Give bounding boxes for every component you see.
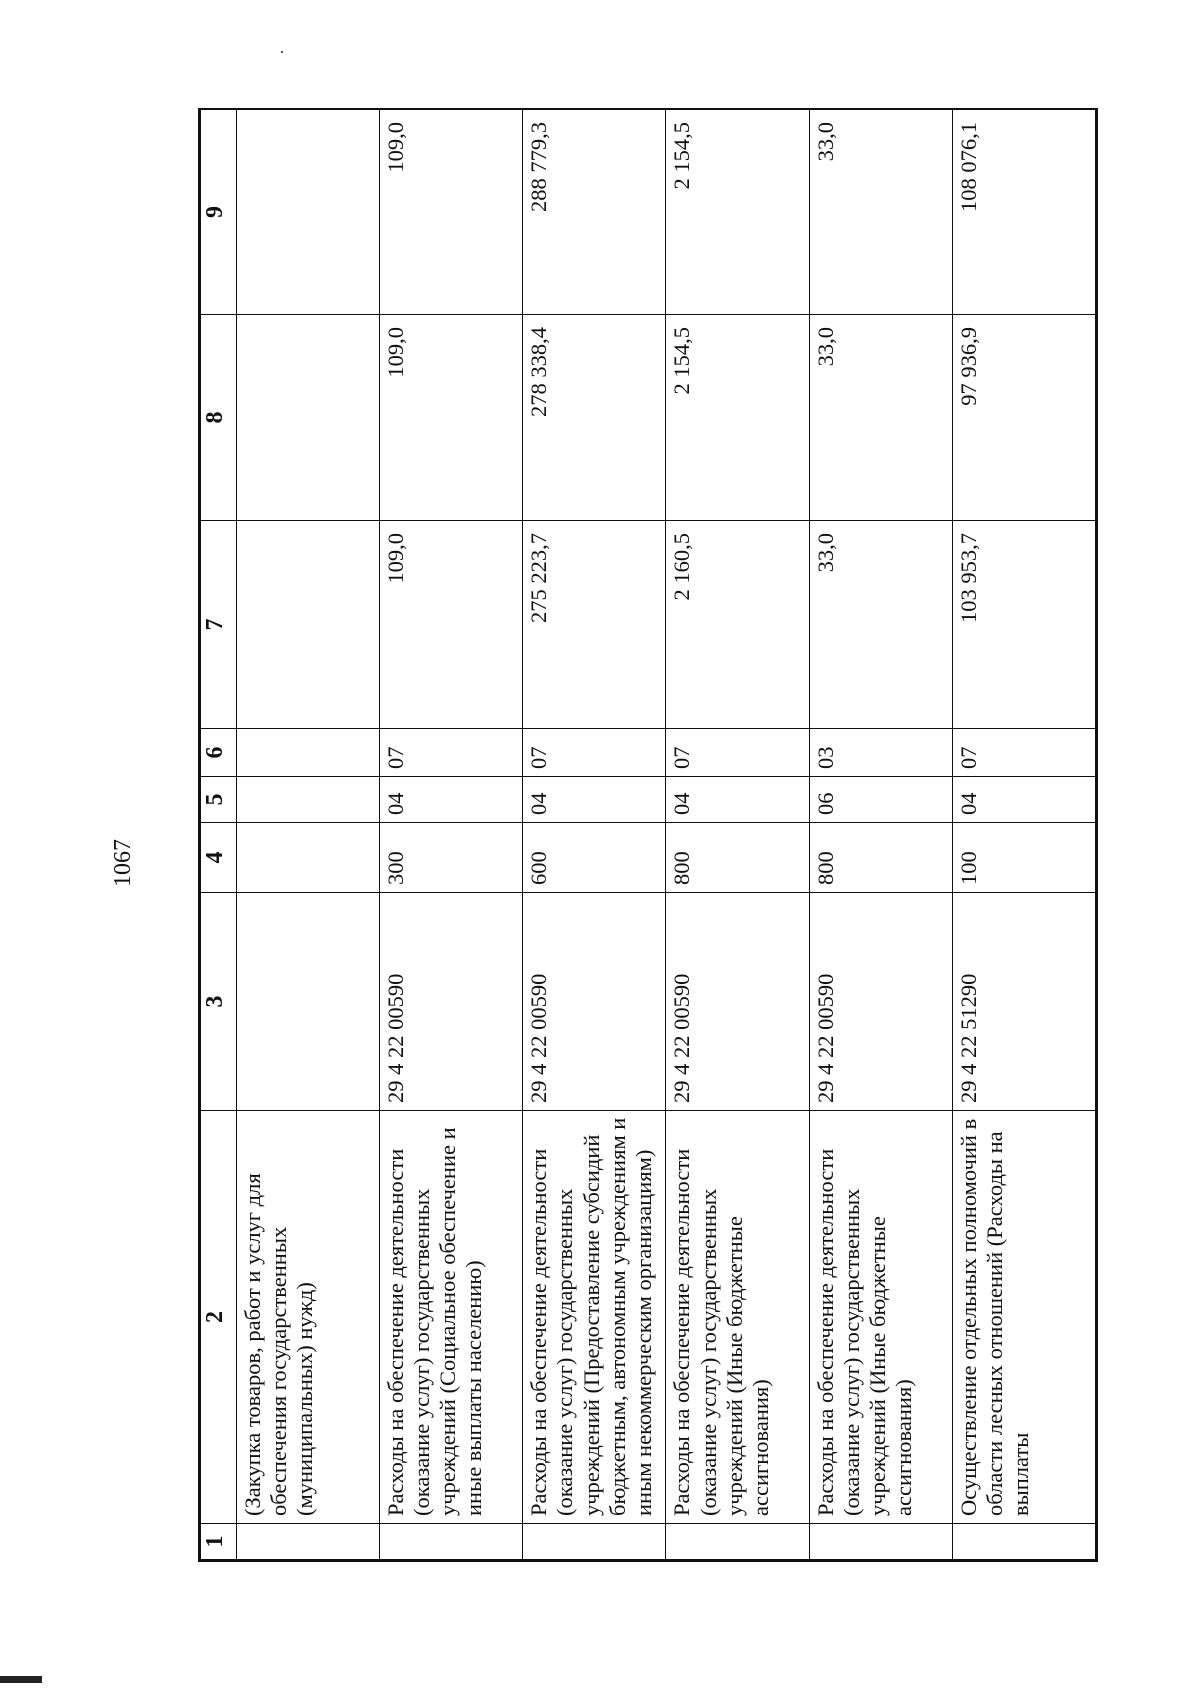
column-header: 1 — [201, 1524, 237, 1560]
budget-table-frame — [198, 108, 1098, 1562]
table-cell-name: (Закупка товаров, работ и услуг для обеспечения государственных (муниципальных) нужд) — [237, 1111, 380, 1524]
table-cell-expense-type: 800 — [666, 823, 809, 893]
table-cell-amount: 109,0 — [380, 110, 523, 315]
column-header: 2 — [201, 1111, 237, 1524]
table-cell-amount — [237, 521, 380, 729]
table-cell-amount: 108 076,1 — [952, 110, 1095, 315]
table-cell-amount: 275 223,7 — [523, 521, 666, 729]
table-cell-amount: 33,0 — [809, 521, 952, 729]
table-cell-code: 29 4 22 00590 — [666, 893, 809, 1111]
table-cell-amount: 33,0 — [809, 315, 952, 521]
table-cell-amount: 2 160,5 — [666, 521, 809, 729]
table-cell-section: 06 — [809, 777, 952, 823]
table-cell-index — [666, 1524, 809, 1560]
table-cell-amount — [237, 110, 380, 315]
column-header: 3 — [201, 893, 237, 1111]
column-header: 9 — [201, 110, 237, 315]
table-cell-amount: 278 338,4 — [523, 315, 666, 521]
table-cell-subsection — [237, 729, 380, 777]
column-header: 7 — [201, 521, 237, 729]
table-cell-index — [380, 1524, 523, 1560]
table-cell-amount: 2 154,5 — [666, 110, 809, 315]
table-cell-index — [809, 1524, 952, 1560]
table-cell-expense-type: 100 — [952, 823, 1095, 893]
table-cell-expense-type — [237, 823, 380, 893]
page-number: 1067 — [110, 839, 136, 887]
budget-table — [200, 109, 1096, 1560]
table-cell-section: 04 — [952, 777, 1095, 823]
table-cell-code: 29 4 22 00590 — [380, 893, 523, 1111]
table-cell-index — [952, 1524, 1095, 1560]
table-cell-name: Расходы на обеспечение деятельности (оказание услуг) государственных учреждений (Предоставление субсидий бюджетным, автономным учреждениям и иным некоммерческим организациям) — [523, 1111, 666, 1524]
column-header: 4 — [201, 823, 237, 893]
table-cell-subsection: 07 — [380, 729, 523, 777]
column-header: 6 — [201, 729, 237, 777]
table-cell-name: Расходы на обеспечение деятельности (оказание услуг) государственных учреждений (Иные бюджетные ассигнования) — [666, 1111, 809, 1524]
table-cell-section: 04 — [523, 777, 666, 823]
table-row — [380, 110, 523, 1560]
table-cell-name: Расходы на обеспечение деятельности (оказание услуг) государственных учреждений (Социальное обеспечение и иные выплаты населению) — [380, 1111, 523, 1524]
table-row — [952, 110, 1095, 1560]
table-row — [666, 110, 809, 1560]
budget-table-rotated — [200, 110, 1096, 1560]
table-cell-section — [237, 777, 380, 823]
table-cell-section: 04 — [380, 777, 523, 823]
table-row — [237, 110, 380, 1560]
table-cell-expense-type: 300 — [380, 823, 523, 893]
table-cell-name: Расходы на обеспечение деятельности (оказание услуг) государственных учреждений (Иные бюджетные ассигнования) — [809, 1111, 952, 1524]
table-header-row — [201, 110, 237, 1560]
table-cell-section: 04 — [666, 777, 809, 823]
column-header: 8 — [201, 315, 237, 521]
table-row — [809, 110, 952, 1560]
column-header: 5 — [201, 777, 237, 823]
table-cell-expense-type: 800 — [809, 823, 952, 893]
table-cell-amount: 103 953,7 — [952, 521, 1095, 729]
table-cell-subsection: 07 — [952, 729, 1095, 777]
scan-speck — [281, 51, 283, 53]
table-cell-subsection: 07 — [523, 729, 666, 777]
table-cell-amount: 33,0 — [809, 110, 952, 315]
table-cell-amount — [237, 315, 380, 521]
table-cell-amount: 109,0 — [380, 315, 523, 521]
table-cell-amount: 109,0 — [380, 521, 523, 729]
table-cell-subsection: 03 — [809, 729, 952, 777]
table-cell-index — [523, 1524, 666, 1560]
table-cell-index — [237, 1524, 380, 1560]
table-row — [523, 110, 666, 1560]
table-cell-amount: 97 936,9 — [952, 315, 1095, 521]
table-cell-name: Осуществление отдельных полномочий в области лесных отношений (Расходы на выплаты — [952, 1111, 1095, 1524]
table-cell-amount: 288 779,3 — [523, 110, 666, 315]
scan-edge-mark — [0, 1676, 42, 1683]
table-cell-code: 29 4 22 00590 — [809, 893, 952, 1111]
table-cell-expense-type: 600 — [523, 823, 666, 893]
table-cell-code: 29 4 22 00590 — [523, 893, 666, 1111]
table-cell-subsection: 07 — [666, 729, 809, 777]
table-cell-amount: 2 154,5 — [666, 315, 809, 521]
table-cell-code: 29 4 22 51290 — [952, 893, 1095, 1111]
table-cell-code — [237, 893, 380, 1111]
